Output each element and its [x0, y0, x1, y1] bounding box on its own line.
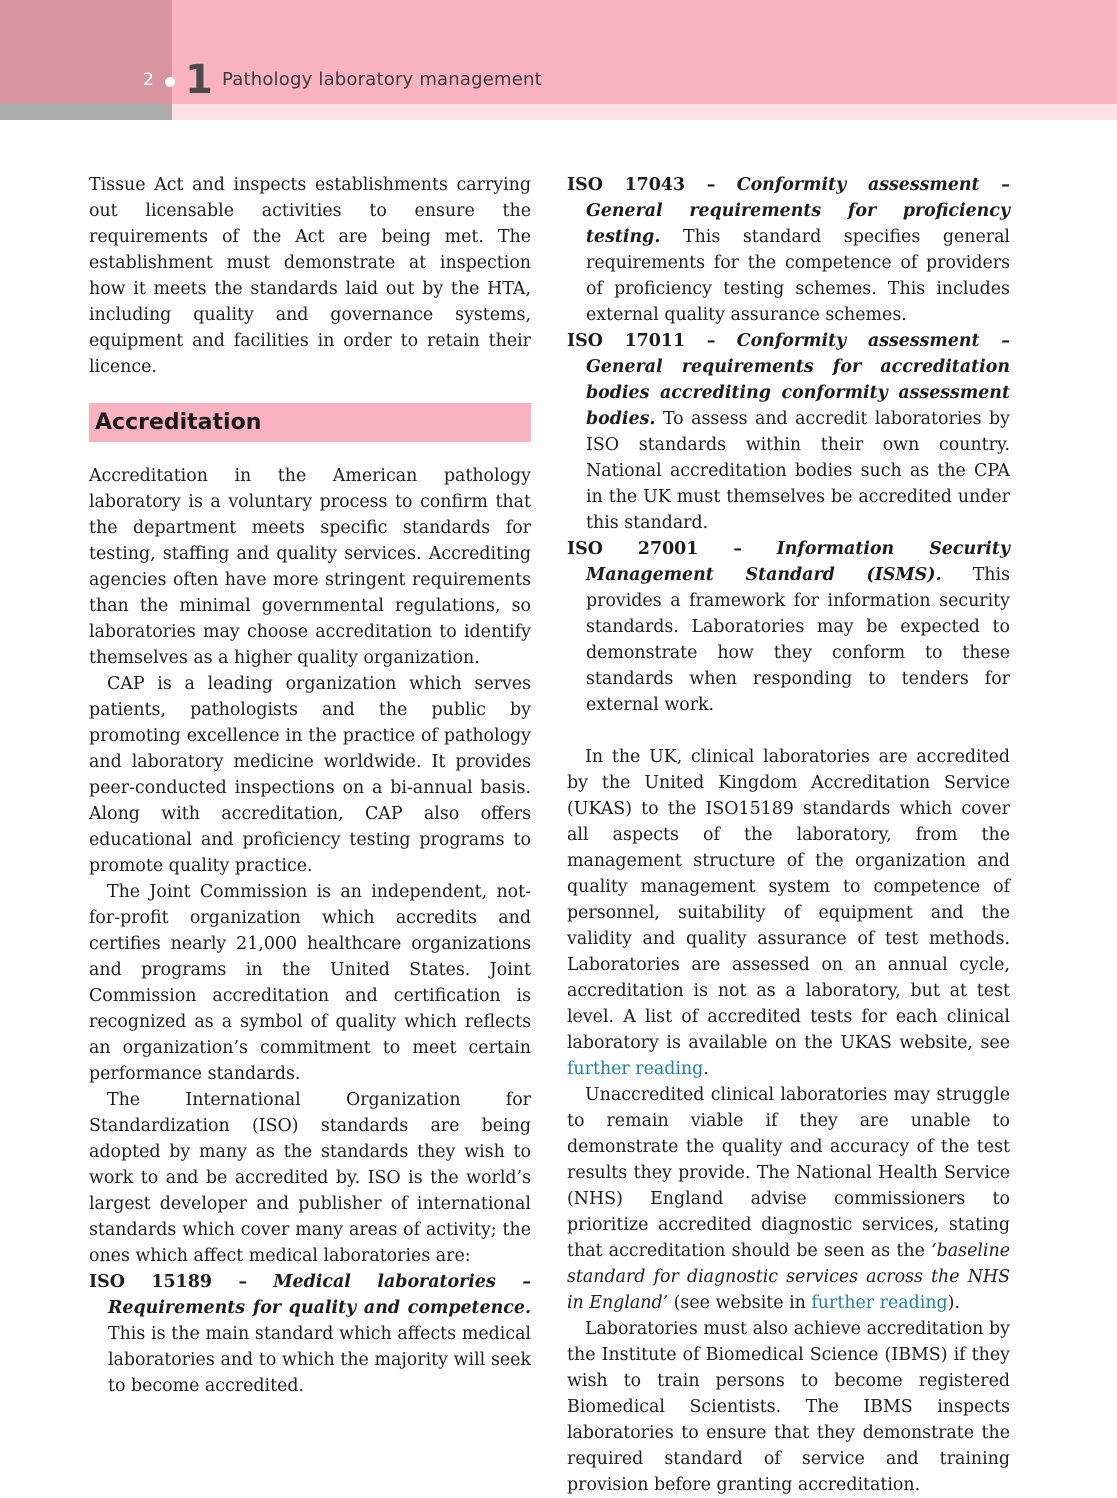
iso-code: ISO 15189 –: [89, 1272, 248, 1292]
iso-title: Medical laboratories – Requirements for quality and competence.: [108, 1272, 532, 1318]
section-heading: Accreditation: [89, 403, 531, 442]
iso-description: This provides a framework for information security standards. Laboratories may be expected to demonstrate how they conform to these standards when responding to tenders for external work.: [586, 565, 1010, 715]
iso-title: Conformity assessment – General requirements for accreditation bodies accrediting conformity assessment bodies.: [586, 331, 1011, 429]
paragraph: The International Organization for Standardization (ISO) standards are being adopted by many as the standards they wish to work to and be accredited by. ISO is the world’s largest developer and publisher of international standards which cover many areas of activity; the ones which affect medical laboratories are:: [89, 1090, 531, 1266]
further-reading-link[interactable]: further reading: [811, 1293, 948, 1313]
iso-list-item: [567, 172, 1010, 328]
header-rule-grey: [0, 104, 172, 120]
chapter-number: 1: [185, 57, 213, 103]
paragraph: The Joint Commission is an independent, not-for-profit organization which accredits and certifies nearly 21,000 healthcare organizations and programs in the United States. Joint Commission accreditation and certification is recognized as a symbol of quality which reflects an organization’s commitment to meet certain performance standards.: [89, 882, 531, 1084]
left-column: [89, 172, 531, 1399]
iso-list-item: [567, 328, 1010, 536]
paragraph: Tissue Act and inspects establishments carrying out licensable activities to ensure the requirements of the Act are being met. The establishment must demonstrate at inspection how it meets the standards laid out by the HTA, including quality and governance systems, equipment and facilities in order to retain their licence.: [89, 175, 531, 377]
bullet-dot-icon: [165, 77, 175, 87]
iso-description: This standard specifies general requirements for the competence of providers of proficiency testing schemes. This includes external quality assurance schemes.: [586, 227, 1010, 325]
iso-code: ISO 27001 –: [567, 539, 743, 559]
iso-title: Conformity assessment – General requirements for proficiency testing.: [586, 175, 1011, 247]
iso-description: This is the main standard which affects medical laboratories and to which the majority will seek to become accredited.: [108, 1324, 531, 1396]
paragraph-text: In the UK, clinical laboratories are accredited by the United Kingdom Accreditation Service (UKAS) to the ISO15189 standards which cover all aspects of the laboratory, from the management structure of the organization and quality management system to competence of personnel, suitability of equipment and the validity and quality assurance of test methods. Laboratories are assessed on an annual cycle, accreditation is not as a laboratory, but at test level. A list of accredited tests for each clinical laboratory is available on the UKAS website, see: [567, 747, 1010, 1053]
paragraph-text-end: ).: [947, 1293, 960, 1313]
paragraph: [567, 1082, 1010, 1316]
iso-code: ISO 17011 –: [567, 331, 716, 351]
paragraph: Accreditation in the American pathology laboratory is a voluntary process to confirm that the department meets specific standards for testing, staffing and quality services. Accrediting agencies often have more stringent requirements than the minimal governmental regulations, so laboratories may choose accreditation to identify themselves as a higher quality organization.: [89, 466, 531, 668]
paragraph-text-end: .: [703, 1059, 709, 1079]
iso-code: ISO 17043 –: [567, 175, 716, 195]
header-rule-pink: [172, 104, 1117, 120]
chapter-title: Pathology laboratory management: [222, 69, 542, 90]
paragraph: Laboratories must also achieve accreditation by the Institute of Biomedical Science (IBMS) if they wish to train persons to become registered Biomedical Scientists. The IBMS inspects laboratories to ensure that they demonstrate the required standard of service and training provision before granting accreditation.: [567, 1319, 1010, 1495]
further-reading-link[interactable]: further reading: [567, 1059, 704, 1079]
iso-list-item: [89, 1269, 531, 1399]
paragraph: CAP is a leading organization which serves patients, pathologists and the public by promoting excellence in the practice of pathology and laboratory medicine worldwide. It provides peer-conducted inspections on a bi-annual basis. Along with accreditation, CAP also offers educational and proficiency testing programs to promote quality practice.: [89, 674, 531, 876]
iso-title: Information Security Management Standard (ISMS).: [586, 539, 1010, 585]
paragraph: [567, 744, 1010, 1082]
spacer: [567, 718, 1010, 744]
page-number: 2: [143, 70, 154, 90]
iso-description: To assess and accredit laboratories by ISO standards within their own country. National accreditation bodies such as the CPA in the UK must themselves be accredited under this standard.: [586, 409, 1011, 533]
quotation: ‘baseline standard for diagnostic services across the NHS in England’: [567, 1241, 1010, 1313]
iso-list-item: [567, 536, 1010, 718]
paragraph-text: Unaccredited clinical laboratories may struggle to remain viable if they are unable to demonstrate the quality and accuracy of the test results they provide. The National Health Service (NHS) England advise commissioners to prioritize accredited diagnostic services, stating that accreditation should be seen as the: [567, 1085, 1010, 1261]
right-column: [567, 172, 1010, 1498]
paragraph-text-mid: (see website in: [673, 1293, 806, 1313]
